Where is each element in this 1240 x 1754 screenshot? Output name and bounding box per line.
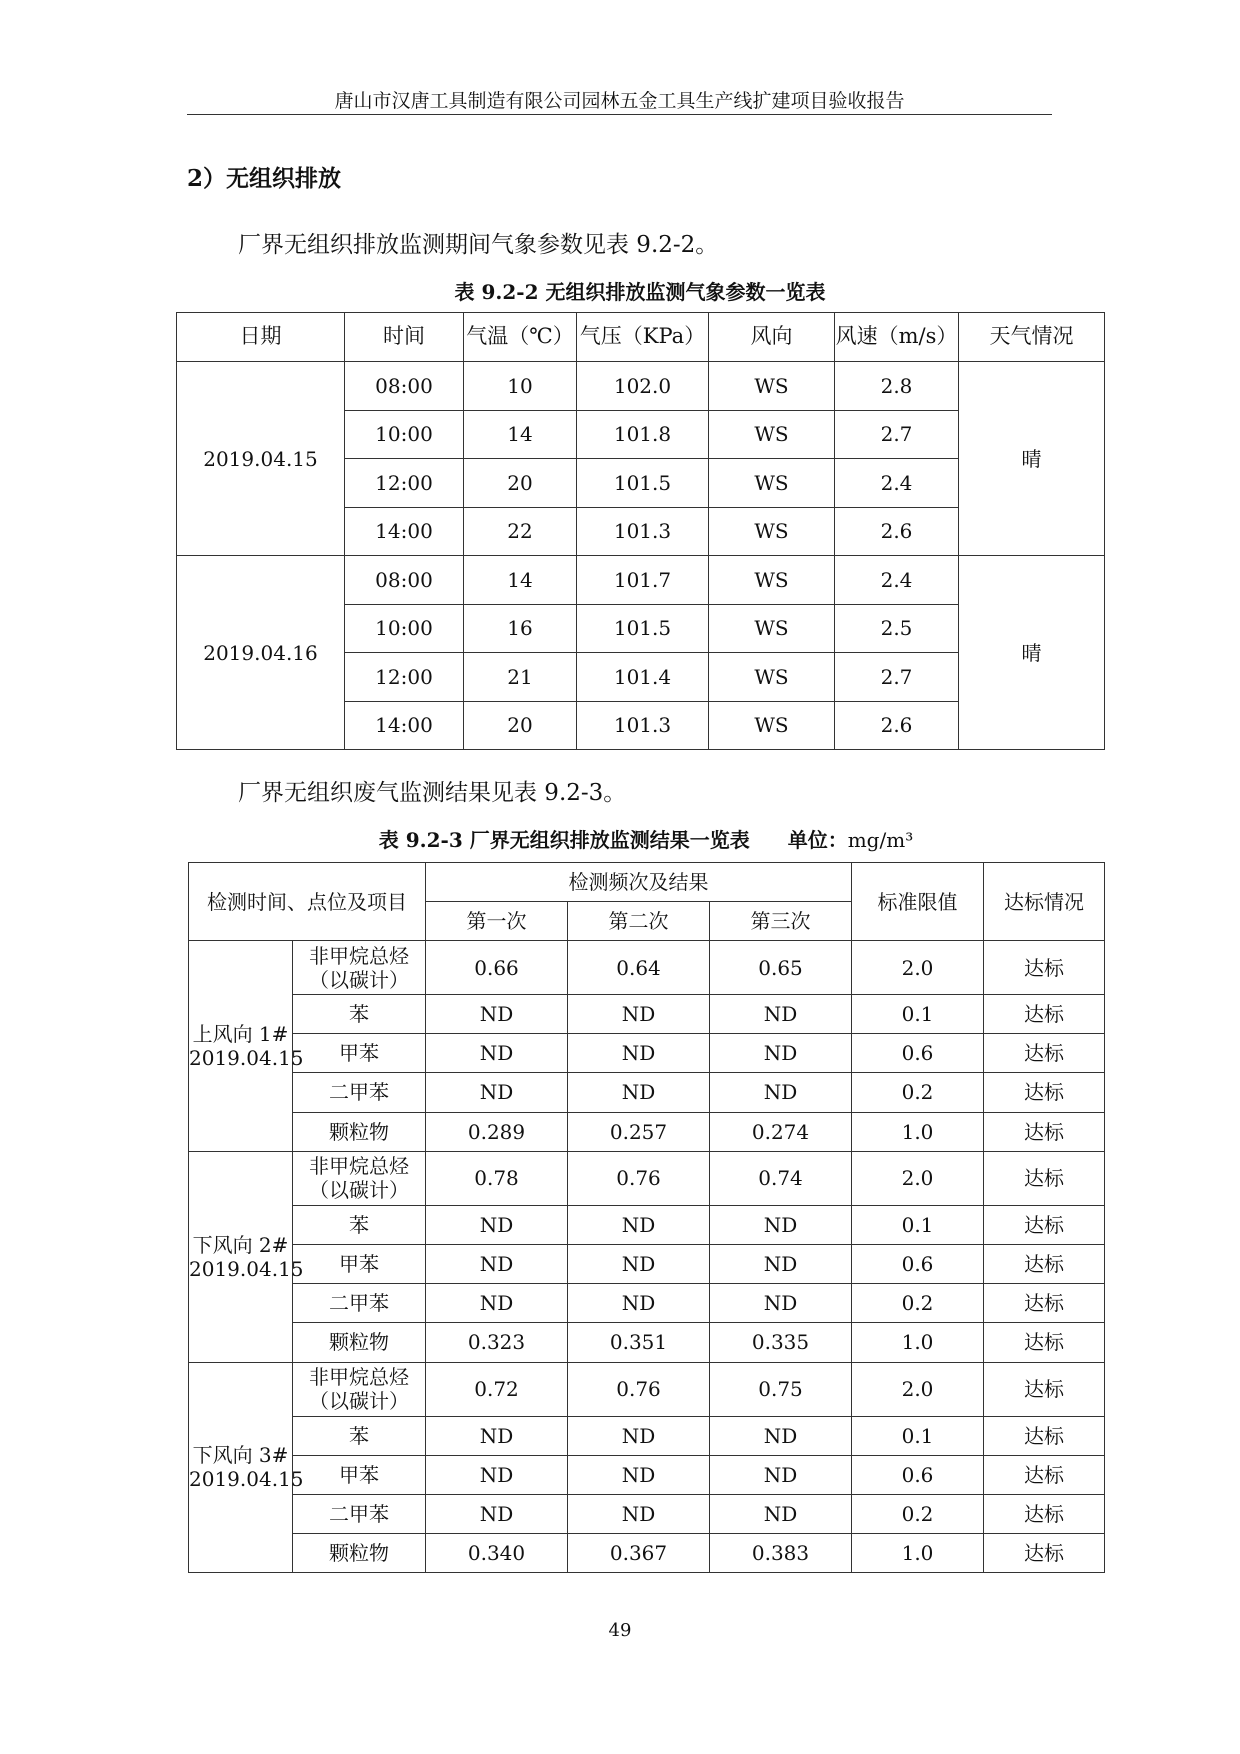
table-cell: ND	[710, 1244, 852, 1283]
table-cell: 12:00	[345, 459, 464, 508]
table-row	[189, 1151, 1105, 1205]
column-header: 检测频次及结果	[426, 863, 852, 902]
point-name: 上风向 1#	[192, 1021, 289, 1046]
item-cell: 甲苯	[293, 1244, 426, 1283]
date-cell: 2019.04.16	[177, 556, 345, 750]
point-cell	[189, 1151, 304, 1362]
table-cell: 10:00	[345, 604, 464, 653]
table-cell: ND	[710, 1205, 852, 1244]
table-cell: 0.1	[852, 995, 984, 1034]
point-name: 下风向 3#	[192, 1443, 289, 1468]
table-cell: ND	[568, 1416, 710, 1455]
column-header: 日期	[177, 313, 345, 362]
table-cell: ND	[568, 1455, 710, 1494]
table-cell: 1.0	[852, 1534, 984, 1573]
table-cell: ND	[426, 1494, 568, 1533]
item-cell: 苯	[293, 1416, 426, 1455]
table-cell: 0.351	[568, 1323, 710, 1362]
table-cell: ND	[568, 1494, 710, 1533]
section-title: 2）无组织排放	[187, 165, 342, 192]
table-cell: 21	[464, 653, 577, 702]
item-cell: 颗粒物	[293, 1534, 426, 1573]
item-cell: 非甲烷总烃（以碳计）	[293, 1151, 426, 1205]
date-cell: 2019.04.15	[177, 362, 345, 556]
table-cell: 101.3	[577, 701, 709, 750]
table-cell: 0.2	[852, 1284, 984, 1323]
table-cell: ND	[426, 1455, 568, 1494]
table-cell: 达标	[984, 1112, 1105, 1151]
table-cell: 2.0	[852, 1362, 984, 1416]
table-cell: WS	[709, 653, 835, 702]
table-cell: ND	[710, 1494, 852, 1533]
table-cell: 101.3	[577, 507, 709, 556]
item-cell: 颗粒物	[293, 1112, 426, 1151]
table-row	[189, 1244, 1105, 1283]
table-cell: 08:00	[345, 556, 464, 605]
point-date: 2019.04.15	[189, 1045, 304, 1070]
table-row	[189, 1416, 1105, 1455]
table-row	[189, 1362, 1105, 1416]
point-name: 下风向 2#	[192, 1232, 289, 1257]
table-cell: ND	[426, 1284, 568, 1323]
column-header: 第三次	[710, 902, 852, 941]
table-cell: 101.7	[577, 556, 709, 605]
table-cell: ND	[568, 995, 710, 1034]
column-header: 风向	[709, 313, 835, 362]
table-cell: 16	[464, 604, 577, 653]
table-cell: 0.66	[426, 941, 568, 995]
table-cell: 达标	[984, 1455, 1105, 1494]
table-cell: 102.0	[577, 362, 709, 411]
table-cell: 0.1	[852, 1416, 984, 1455]
table2-unit-value: mg/m³	[847, 828, 914, 852]
table1-caption: 表 9.2-2 无组织排放监测气象参数一览表	[454, 280, 826, 304]
table-cell: ND	[426, 1244, 568, 1283]
table-row	[189, 1494, 1105, 1533]
table2-unit-label: 单位：	[787, 828, 848, 852]
table-cell: 达标	[984, 1205, 1105, 1244]
table-cell: 0.2	[852, 1073, 984, 1112]
table-header-row	[177, 313, 1105, 362]
table-cell: 22	[464, 507, 577, 556]
table-cell: 2.0	[852, 941, 984, 995]
table-cell: 101.5	[577, 459, 709, 508]
table-cell: 达标	[984, 941, 1105, 995]
table-cell: 14:00	[345, 507, 464, 556]
weather-table	[176, 312, 1105, 750]
table-cell: ND	[568, 1284, 710, 1323]
column-header: 时间	[345, 313, 464, 362]
table-cell: 0.6	[852, 1034, 984, 1073]
table-cell: 14	[464, 556, 577, 605]
table-cell: ND	[568, 1073, 710, 1112]
table-cell: 20	[464, 459, 577, 508]
table-cell: 1.0	[852, 1112, 984, 1151]
table-cell: 达标	[984, 995, 1105, 1034]
point-cell	[189, 1362, 304, 1573]
table-cell: 2.4	[835, 556, 959, 605]
table-cell: 0.74	[710, 1151, 852, 1205]
table-cell: 达标	[984, 1416, 1105, 1455]
table-cell: ND	[710, 995, 852, 1034]
table-cell: ND	[710, 1284, 852, 1323]
table-cell: ND	[710, 1034, 852, 1073]
table-cell: WS	[709, 362, 835, 411]
point-date: 2019.04.15	[189, 1467, 304, 1492]
item-cell: 甲苯	[293, 1455, 426, 1494]
table-cell: 101.4	[577, 653, 709, 702]
table-cell: 2.5	[835, 604, 959, 653]
table-cell: ND	[710, 1416, 852, 1455]
table-cell: 达标	[984, 1284, 1105, 1323]
table-row	[177, 556, 1105, 605]
table-cell: 14	[464, 410, 577, 459]
table-cell: 0.323	[426, 1323, 568, 1362]
table-row	[189, 1323, 1105, 1362]
table-cell: ND	[710, 1073, 852, 1112]
table-cell: 1.0	[852, 1323, 984, 1362]
table2-caption	[188, 824, 1104, 853]
table-row	[189, 1034, 1105, 1073]
table-cell: 达标	[984, 1323, 1105, 1362]
item-cell: 苯	[293, 1205, 426, 1244]
table-cell: 101.5	[577, 604, 709, 653]
column-header: 标准限值	[852, 863, 984, 941]
table-cell: 0.274	[710, 1112, 852, 1151]
table-cell: 2.0	[852, 1151, 984, 1205]
table-cell: 14:00	[345, 701, 464, 750]
column-header: 检测时间、点位及项目	[189, 863, 426, 941]
table-cell: 2.4	[835, 459, 959, 508]
table-cell: ND	[710, 1455, 852, 1494]
intro-paragraph-2: 厂界无组织废气监测结果见表 9.2-3。	[238, 780, 627, 806]
table-cell: WS	[709, 459, 835, 508]
item-cell: 颗粒物	[293, 1323, 426, 1362]
table-row	[189, 941, 1105, 995]
weather-cell: 晴	[959, 556, 1105, 750]
column-header: 达标情况	[984, 863, 1105, 941]
table-cell: ND	[426, 1416, 568, 1455]
column-header: 第二次	[568, 902, 710, 941]
item-cell: 非甲烷总烃（以碳计）	[293, 1362, 426, 1416]
table-cell: 0.335	[710, 1323, 852, 1362]
item-cell: 二甲苯	[293, 1494, 426, 1533]
table-header-row	[189, 863, 1105, 902]
table-cell: ND	[426, 1205, 568, 1244]
table-cell: 2.8	[835, 362, 959, 411]
table-cell: 0.76	[568, 1362, 710, 1416]
table-row	[189, 1112, 1105, 1151]
table-row	[189, 1284, 1105, 1323]
page-number: 49	[608, 1620, 632, 1641]
table-row	[189, 1534, 1105, 1573]
column-header: 风速（m/s）	[835, 313, 959, 362]
point-date: 2019.04.15	[189, 1256, 304, 1281]
table-cell: 0.6	[852, 1455, 984, 1494]
table-cell: 0.289	[426, 1112, 568, 1151]
table-cell: 达标	[984, 1034, 1105, 1073]
item-cell: 非甲烷总烃（以碳计）	[293, 941, 426, 995]
column-header: 天气情况	[959, 313, 1105, 362]
table-cell: 10	[464, 362, 577, 411]
table-cell: 达标	[984, 1151, 1105, 1205]
table-cell: 0.78	[426, 1151, 568, 1205]
table-row	[189, 1455, 1105, 1494]
table-cell: 达标	[984, 1073, 1105, 1112]
table-cell: 0.383	[710, 1534, 852, 1573]
table-row	[177, 362, 1105, 411]
table-cell: ND	[568, 1205, 710, 1244]
table-cell: 08:00	[345, 362, 464, 411]
table-cell: 0.367	[568, 1534, 710, 1573]
table-cell: 0.1	[852, 1205, 984, 1244]
table-cell: 0.2	[852, 1494, 984, 1533]
table-cell: 达标	[984, 1244, 1105, 1283]
column-header: 气温（℃）	[464, 313, 577, 362]
table-cell: WS	[709, 556, 835, 605]
item-cell: 二甲苯	[293, 1284, 426, 1323]
table-row	[189, 995, 1105, 1034]
table-cell: 0.75	[710, 1362, 852, 1416]
table-cell: ND	[568, 1244, 710, 1283]
item-cell: 苯	[293, 995, 426, 1034]
table-cell: WS	[709, 507, 835, 556]
table-cell: 2.6	[835, 507, 959, 556]
table-row	[189, 1205, 1105, 1244]
table-cell: 0.257	[568, 1112, 710, 1151]
item-cell: 甲苯	[293, 1034, 426, 1073]
item-cell: 二甲苯	[293, 1073, 426, 1112]
table-cell: 0.72	[426, 1362, 568, 1416]
results-table	[188, 862, 1105, 1573]
running-header: 唐山市汉唐工具制造有限公司园林五金工具生产线扩建项目验收报告	[334, 90, 905, 112]
table-cell: 0.6	[852, 1244, 984, 1283]
table2-caption-title: 表 9.2-3 厂界无组织排放监测结果一览表	[378, 828, 750, 852]
point-cell	[189, 941, 304, 1152]
table-cell: 达标	[984, 1534, 1105, 1573]
table-cell: 0.64	[568, 941, 710, 995]
table-cell: 101.8	[577, 410, 709, 459]
table-cell: WS	[709, 410, 835, 459]
table-row	[189, 1073, 1105, 1112]
table-cell: 2.7	[835, 410, 959, 459]
table-cell: 0.76	[568, 1151, 710, 1205]
table-cell: 达标	[984, 1494, 1105, 1533]
table-cell: 20	[464, 701, 577, 750]
column-header: 第一次	[426, 902, 568, 941]
header-rule	[187, 114, 1052, 115]
table-cell: 2.7	[835, 653, 959, 702]
table-cell: 2.6	[835, 701, 959, 750]
table-cell: 0.340	[426, 1534, 568, 1573]
weather-cell: 晴	[959, 362, 1105, 556]
table-cell: 12:00	[345, 653, 464, 702]
table-cell: ND	[426, 995, 568, 1034]
table-cell: ND	[426, 1034, 568, 1073]
column-header: 气压（KPa）	[577, 313, 709, 362]
table-cell: ND	[568, 1034, 710, 1073]
table-cell: ND	[426, 1073, 568, 1112]
table-cell: WS	[709, 701, 835, 750]
table-cell: 0.65	[710, 941, 852, 995]
table-cell: 达标	[984, 1362, 1105, 1416]
table-cell: 10:00	[345, 410, 464, 459]
table-cell: WS	[709, 604, 835, 653]
intro-paragraph-1: 厂界无组织排放监测期间气象参数见表 9.2-2。	[238, 232, 719, 258]
